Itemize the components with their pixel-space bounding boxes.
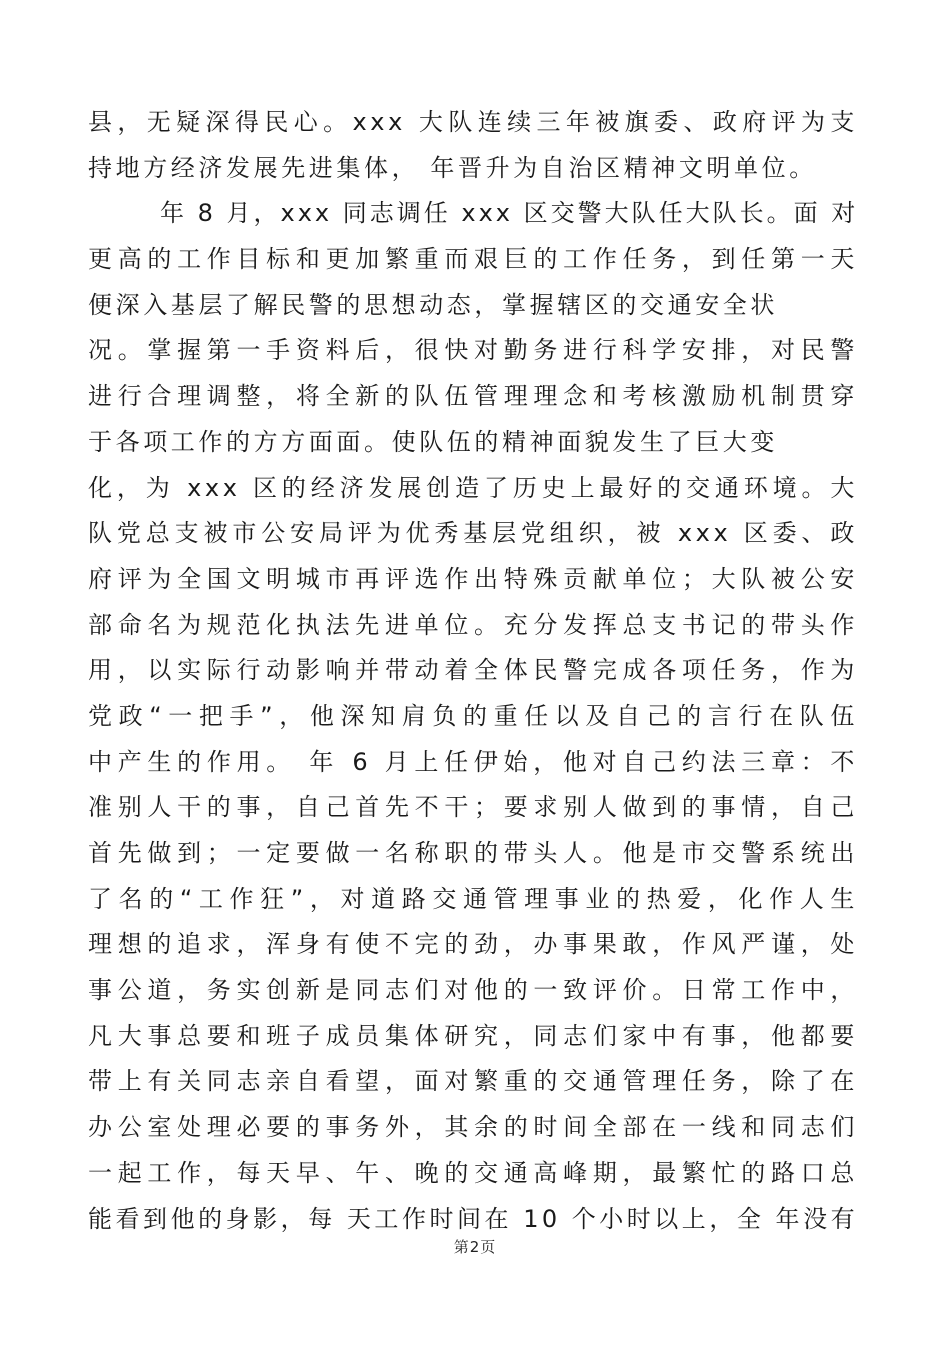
text-line: 中产生的作用。 年 6 月上任伊始，他对自己约法三章：不 — [88, 747, 858, 776]
text-line: 年 8 月，xxx 同志调任 xxx 区交警大队任大队长。面 对 — [160, 199, 859, 228]
text-line: 更高的工作目标和更加繁重而艰巨的工作任务，到任第一天 — [88, 245, 858, 274]
text-line: 一起工作，每天早、午、晚的交通高峰期，最繁忙的路口总 — [88, 1158, 858, 1187]
text-line: 于各项工作的方方面面。使队伍的精神面貌发生了巨大变 — [88, 427, 778, 456]
text-line: 县，无疑深得民心。xxx 大队连续三年被旗委、政府评为支 — [88, 108, 858, 136]
text-line: 便深入基层了解民警的思想动态，掌握辖区的交通安全状 — [88, 290, 778, 319]
text-line: 凡大事总要和班子成员集体研究，同志们家中有事，他都要 — [88, 1021, 858, 1050]
text-line: 府评为全国文明城市再评选作出特殊贡献单位；大队被公安 — [88, 564, 858, 593]
text-line: 准别人干的事，自己首先不干；要求别人做到的事情，自己 — [88, 793, 858, 822]
text-line: 带上有关同志亲自看望，面对繁重的交通管理任务，除了在 — [88, 1067, 858, 1096]
text-line: 队党总支被市公安局评为优秀基层党组织，被 xxx 区委、政 — [88, 519, 858, 548]
text-line: 党政“一把手”，他深知肩负的重任以及自己的言行在队伍 — [88, 701, 858, 730]
text-line: 办公室处理必要的事务外，其余的时间全部在一线和同志们 — [88, 1113, 858, 1142]
text-line: 况。掌握第一手资料后，很快对勤务进行科学安排，对民警 — [88, 336, 858, 365]
text-line: 用，以实际行动影响并带动着全体民警完成各项任务，作为 — [88, 656, 858, 685]
text-line: 化，为 xxx 区的经济发展创造了历史上最好的交通环境。大 — [88, 473, 858, 502]
text-line: 理想的追求，浑身有使不完的劲，办事果敢，作风严谨，处 — [88, 930, 858, 959]
text-line: 能看到他的身影，每 天工作时间在 10 个小时以上，全 年没有 — [88, 1204, 858, 1233]
page-number: 第2页 — [453, 1238, 497, 1256]
text-line: 部命名为规范化执法先进单位。充分发挥总支书记的带头作 — [88, 610, 858, 639]
text-line: 首先做到；一定要做一名称职的带头人。他是市交警系统出 — [88, 839, 858, 867]
text-line: 了名的“工作狂”，对道路交通管理事业的热爱，化作人生 — [88, 884, 858, 913]
text-line: 进行合理调整，将全新的队伍管理理念和考核激励机制贯穿 — [88, 382, 858, 411]
text-line: 持地方经济发展先进集体， 年晋升为自治区精神文明单位。 — [88, 153, 817, 182]
body-text — [88, 100, 858, 1242]
text-line: 事公道，务实创新是同志们对他的一致评价。日常工作中， — [88, 976, 858, 1005]
